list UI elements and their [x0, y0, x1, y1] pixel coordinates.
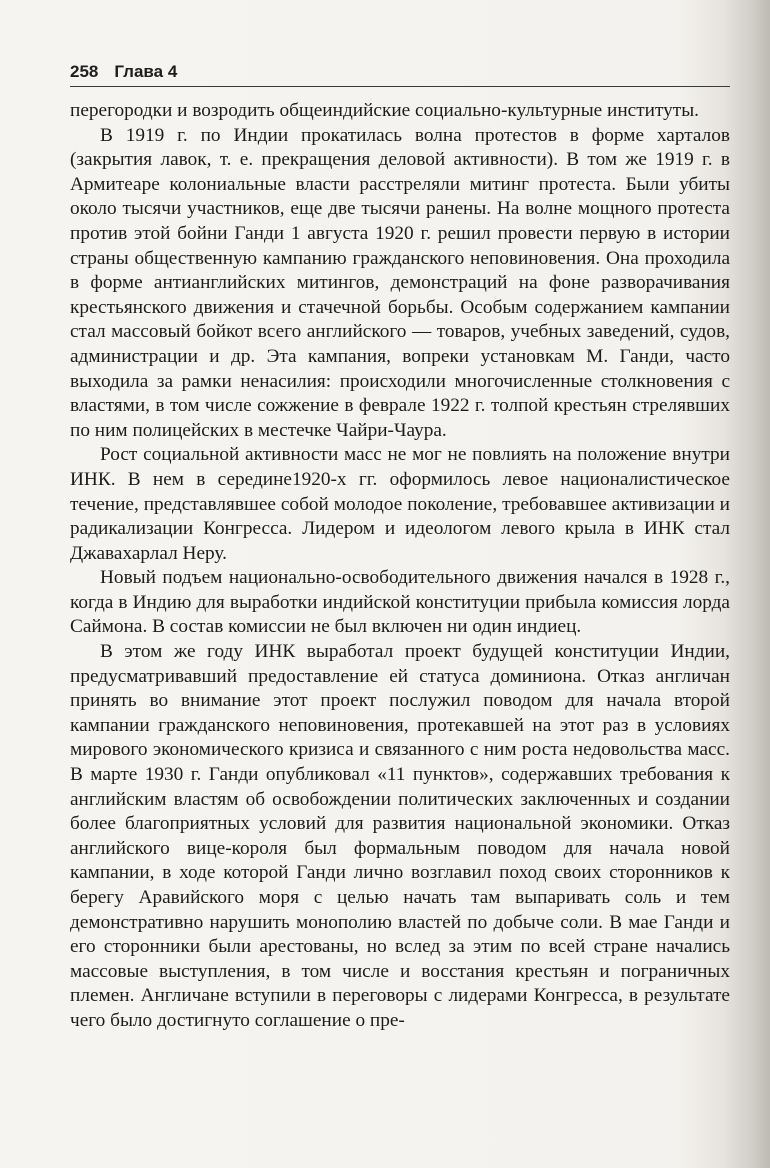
page-number: 258	[70, 62, 99, 81]
paragraph-continued: перегородки и возродить общеиндийские социально-культурные институты.	[70, 100, 699, 121]
paragraph: Рост социальной активности масс не мог не повлиять на положение внутри ИНК. В нем в середине1920-х гг. оформилось левое националистическое течение, представлявшее собой молодое поколение, требовавшее активизации и радикализации Конгресса. Лидером и идеологом левого крыла в ИНК стал Джавахарлал Неру.	[70, 444, 730, 564]
paragraph: В 1919 г. по Индии прокатилась волна протестов в форме харталов (закрытия лавок, т. е. прекращения деловой активности). В том же 1919 г. в Армитеаре колониальные власти расстреляли митинг протеста. Были убиты около тысячи участников, еще две тысячи ранены. На волне мощного протеста против этой бойни Ганди 1 августа 1920 г. решил провести первую в истории страны общественную кампанию гражданского неповиновения. Она проходила в форме антианглийских митингов, демонстраций на фоне разворачивания крестьянского движения и стачечной борьбы. Особым содержанием кампании стал массовый бойкот всего английского — товаров, учебных заведений, судов, администрации и др. Эта кампания, вопреки установкам М. Ганди, часто выходила за рамки ненасилия: происходили многочисленные столкновения с властями, в том числе сожжение в феврале 1922 г. толпой крестьян стрелявших по ним полицейских в местечке Чайри-Чаура.	[70, 124, 730, 441]
paragraph: Новый подъем национально-освободительного движения начался в 1928 г., когда в Индию для выработки индийской конституции прибыла комиссия лорда Саймона. В состав комиссии не был включен ни один индиец.	[70, 567, 730, 638]
header-rule	[70, 86, 730, 87]
running-head	[70, 60, 730, 84]
paragraph: В этом же году ИНК выработал проект будущей конституции Индии, предусматривавший предоставление ей статуса доминиона. Отказ англичан принять во внимание этот проект послужил поводом для начала второй кампании гражданского неповиновения, протекавшей на этот раз в условиях мирового экономического кризиса и связанного с ним роста недовольства масс. В марте 1930 г. Ганди опубликовал «11 пунктов», содержавших требования к английским властям об освобождении политических заключенных и создании более благоприятных условий для развития национальной экономики. Отказ английского вице-короля был формальным поводом для начала новой кампании, в ходе которой Ганди лично возглавил поход своих сторонников к берегу Аравийского моря с целью начать там выпаривать соль и тем демонстративно нарушить монополию властей по добыче соли. В мае Ганди и его сторонники были арестованы, но вслед за этим по всей стране начались массовые выступления, в том числе и восстания крестьян и пограничных племен. Англичане вступили в переговоры с лидерами Конгресса, в результате чего было достигнуто соглашение о пре-	[70, 641, 730, 1031]
chapter-title: Глава 4	[114, 62, 178, 81]
body-text	[70, 99, 730, 1034]
